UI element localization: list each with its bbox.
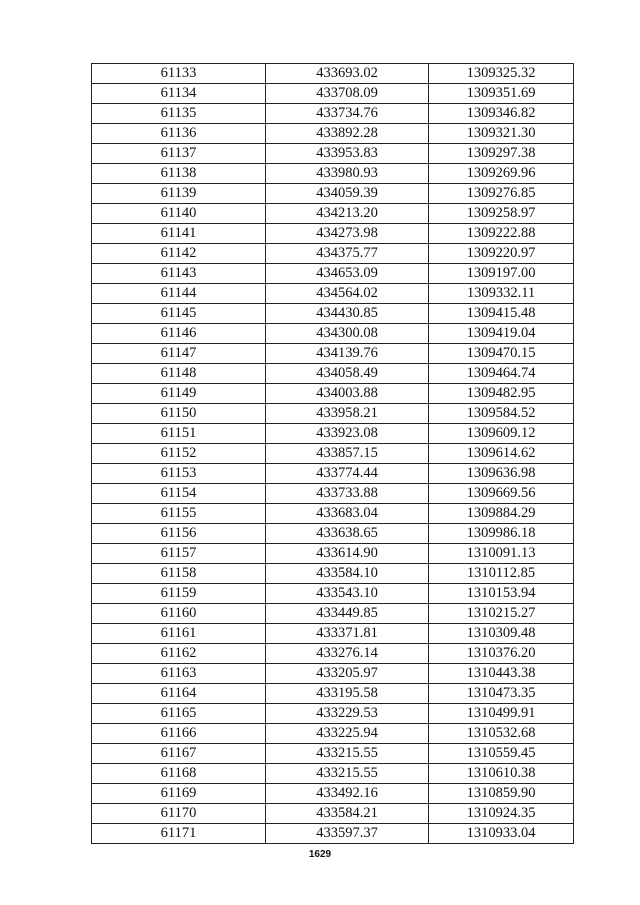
- point-id-cell: 61167: [92, 744, 266, 764]
- table-row: [92, 664, 574, 684]
- point-id-cell: 61148: [92, 364, 266, 384]
- point-id-cell: 61150: [92, 404, 266, 424]
- x-coordinate-cell: 434003.88: [266, 384, 429, 404]
- y-coordinate-cell: 1310924.35: [429, 804, 574, 824]
- table-row: [92, 124, 574, 144]
- y-coordinate-cell: 1309482.95: [429, 384, 574, 404]
- x-coordinate-cell: 433857.15: [266, 444, 429, 464]
- y-coordinate-cell: 1309222.88: [429, 224, 574, 244]
- x-coordinate-cell: 433492.16: [266, 784, 429, 804]
- x-coordinate-cell: 434213.20: [266, 204, 429, 224]
- table-row: [92, 584, 574, 604]
- table-row: [92, 84, 574, 104]
- table-row: [92, 324, 574, 344]
- x-coordinate-cell: 433693.02: [266, 64, 429, 84]
- point-id-cell: 61143: [92, 264, 266, 284]
- y-coordinate-cell: 1310376.20: [429, 644, 574, 664]
- x-coordinate-cell: 433733.88: [266, 484, 429, 504]
- table-row: [92, 764, 574, 784]
- table-row: [92, 724, 574, 744]
- table-row: [92, 644, 574, 664]
- x-coordinate-cell: 433774.44: [266, 464, 429, 484]
- point-id-cell: 61163: [92, 664, 266, 684]
- point-id-cell: 61171: [92, 824, 266, 844]
- y-coordinate-cell: 1309297.38: [429, 144, 574, 164]
- y-coordinate-cell: 1309220.97: [429, 244, 574, 264]
- x-coordinate-cell: 433734.76: [266, 104, 429, 124]
- point-id-cell: 61151: [92, 424, 266, 444]
- point-id-cell: 61168: [92, 764, 266, 784]
- y-coordinate-cell: 1310443.38: [429, 664, 574, 684]
- y-coordinate-cell: 1309609.12: [429, 424, 574, 444]
- y-coordinate-cell: 1310559.45: [429, 744, 574, 764]
- x-coordinate-cell: 433958.21: [266, 404, 429, 424]
- x-coordinate-cell: 433953.83: [266, 144, 429, 164]
- table-row: [92, 284, 574, 304]
- table-row: [92, 184, 574, 204]
- table-row: [92, 204, 574, 224]
- y-coordinate-cell: 1309584.52: [429, 404, 574, 424]
- point-id-cell: 61146: [92, 324, 266, 344]
- table-row: [92, 704, 574, 724]
- table-row: [92, 224, 574, 244]
- table-row: [92, 804, 574, 824]
- point-id-cell: 61159: [92, 584, 266, 604]
- table-row: [92, 484, 574, 504]
- table-row: [92, 684, 574, 704]
- point-id-cell: 61144: [92, 284, 266, 304]
- y-coordinate-cell: 1309351.69: [429, 84, 574, 104]
- point-id-cell: 61155: [92, 504, 266, 524]
- y-coordinate-cell: 1309346.82: [429, 104, 574, 124]
- y-coordinate-cell: 1309321.30: [429, 124, 574, 144]
- point-id-cell: 61147: [92, 344, 266, 364]
- y-coordinate-cell: 1310859.90: [429, 784, 574, 804]
- y-coordinate-cell: 1310091.13: [429, 544, 574, 564]
- table-row: [92, 304, 574, 324]
- point-id-cell: 61162: [92, 644, 266, 664]
- y-coordinate-cell: 1309258.97: [429, 204, 574, 224]
- table-row: [92, 344, 574, 364]
- point-id-cell: 61134: [92, 84, 266, 104]
- x-coordinate-cell: 433205.97: [266, 664, 429, 684]
- y-coordinate-cell: 1309197.00: [429, 264, 574, 284]
- x-coordinate-cell: 434273.98: [266, 224, 429, 244]
- x-coordinate-cell: 433584.10: [266, 564, 429, 584]
- point-id-cell: 61137: [92, 144, 266, 164]
- table-row: [92, 404, 574, 424]
- point-id-cell: 61165: [92, 704, 266, 724]
- x-coordinate-cell: 433276.14: [266, 644, 429, 664]
- y-coordinate-cell: 1309614.62: [429, 444, 574, 464]
- x-coordinate-cell: 433923.08: [266, 424, 429, 444]
- y-coordinate-cell: 1310499.91: [429, 704, 574, 724]
- y-coordinate-cell: 1309332.11: [429, 284, 574, 304]
- y-coordinate-cell: 1309884.29: [429, 504, 574, 524]
- y-coordinate-cell: 1309986.18: [429, 524, 574, 544]
- x-coordinate-cell: 433225.94: [266, 724, 429, 744]
- y-coordinate-cell: 1309464.74: [429, 364, 574, 384]
- coordinates-table: [91, 63, 574, 844]
- y-coordinate-cell: 1310309.48: [429, 624, 574, 644]
- table-row: [92, 144, 574, 164]
- table-row: [92, 824, 574, 844]
- page-number: 1629: [308, 849, 332, 860]
- table-row: [92, 104, 574, 124]
- y-coordinate-cell: 1310473.35: [429, 684, 574, 704]
- y-coordinate-cell: 1310532.68: [429, 724, 574, 744]
- y-coordinate-cell: 1310610.38: [429, 764, 574, 784]
- point-id-cell: 61154: [92, 484, 266, 504]
- y-coordinate-cell: 1309276.85: [429, 184, 574, 204]
- point-id-cell: 61161: [92, 624, 266, 644]
- x-coordinate-cell: 433614.90: [266, 544, 429, 564]
- x-coordinate-cell: 434653.09: [266, 264, 429, 284]
- table-row: [92, 524, 574, 544]
- x-coordinate-cell: 434430.85: [266, 304, 429, 324]
- table-row: [92, 384, 574, 404]
- point-id-cell: 61166: [92, 724, 266, 744]
- table-row: [92, 604, 574, 624]
- y-coordinate-cell: 1309415.48: [429, 304, 574, 324]
- x-coordinate-cell: 433597.37: [266, 824, 429, 844]
- y-coordinate-cell: 1309669.56: [429, 484, 574, 504]
- point-id-cell: 61135: [92, 104, 266, 124]
- point-id-cell: 61153: [92, 464, 266, 484]
- x-coordinate-cell: 433195.58: [266, 684, 429, 704]
- table-row: [92, 444, 574, 464]
- x-coordinate-cell: 433229.53: [266, 704, 429, 724]
- point-id-cell: 61142: [92, 244, 266, 264]
- table-row: [92, 744, 574, 764]
- x-coordinate-cell: 433584.21: [266, 804, 429, 824]
- point-id-cell: 61140: [92, 204, 266, 224]
- point-id-cell: 61141: [92, 224, 266, 244]
- x-coordinate-cell: 434139.76: [266, 344, 429, 364]
- y-coordinate-cell: 1309470.15: [429, 344, 574, 364]
- table-row: [92, 504, 574, 524]
- point-id-cell: 61136: [92, 124, 266, 144]
- x-coordinate-cell: 434058.49: [266, 364, 429, 384]
- x-coordinate-cell: 433543.10: [266, 584, 429, 604]
- point-id-cell: 61149: [92, 384, 266, 404]
- x-coordinate-cell: 433980.93: [266, 164, 429, 184]
- table-row: [92, 364, 574, 384]
- table-row: [92, 164, 574, 184]
- point-id-cell: 61164: [92, 684, 266, 704]
- y-coordinate-cell: 1309636.98: [429, 464, 574, 484]
- table-row: [92, 64, 574, 84]
- x-coordinate-cell: 433708.09: [266, 84, 429, 104]
- table-row: [92, 424, 574, 444]
- y-coordinate-cell: 1310215.27: [429, 604, 574, 624]
- x-coordinate-cell: 433638.65: [266, 524, 429, 544]
- point-id-cell: 61158: [92, 564, 266, 584]
- y-coordinate-cell: 1310933.04: [429, 824, 574, 844]
- y-coordinate-cell: 1310112.85: [429, 564, 574, 584]
- point-id-cell: 61160: [92, 604, 266, 624]
- table-row: [92, 544, 574, 564]
- point-id-cell: 61156: [92, 524, 266, 544]
- point-id-cell: 61138: [92, 164, 266, 184]
- y-coordinate-cell: 1309419.04: [429, 324, 574, 344]
- point-id-cell: 61152: [92, 444, 266, 464]
- y-coordinate-cell: 1310153.94: [429, 584, 574, 604]
- table-row: [92, 464, 574, 484]
- x-coordinate-cell: 433215.55: [266, 764, 429, 784]
- y-coordinate-cell: 1309269.96: [429, 164, 574, 184]
- x-coordinate-cell: 433892.28: [266, 124, 429, 144]
- x-coordinate-cell: 434564.02: [266, 284, 429, 304]
- point-id-cell: 61145: [92, 304, 266, 324]
- point-id-cell: 61169: [92, 784, 266, 804]
- coordinates-table-body: [92, 64, 574, 844]
- point-id-cell: 61170: [92, 804, 266, 824]
- table-row: [92, 564, 574, 584]
- x-coordinate-cell: 434300.08: [266, 324, 429, 344]
- point-id-cell: 61157: [92, 544, 266, 564]
- x-coordinate-cell: 433449.85: [266, 604, 429, 624]
- x-coordinate-cell: 433683.04: [266, 504, 429, 524]
- x-coordinate-cell: 434375.77: [266, 244, 429, 264]
- x-coordinate-cell: 433215.55: [266, 744, 429, 764]
- x-coordinate-cell: 434059.39: [266, 184, 429, 204]
- point-id-cell: 61139: [92, 184, 266, 204]
- x-coordinate-cell: 433371.81: [266, 624, 429, 644]
- table-row: [92, 784, 574, 804]
- table-row: [92, 624, 574, 644]
- point-id-cell: 61133: [92, 64, 266, 84]
- y-coordinate-cell: 1309325.32: [429, 64, 574, 84]
- table-row: [92, 244, 574, 264]
- table-row: [92, 264, 574, 284]
